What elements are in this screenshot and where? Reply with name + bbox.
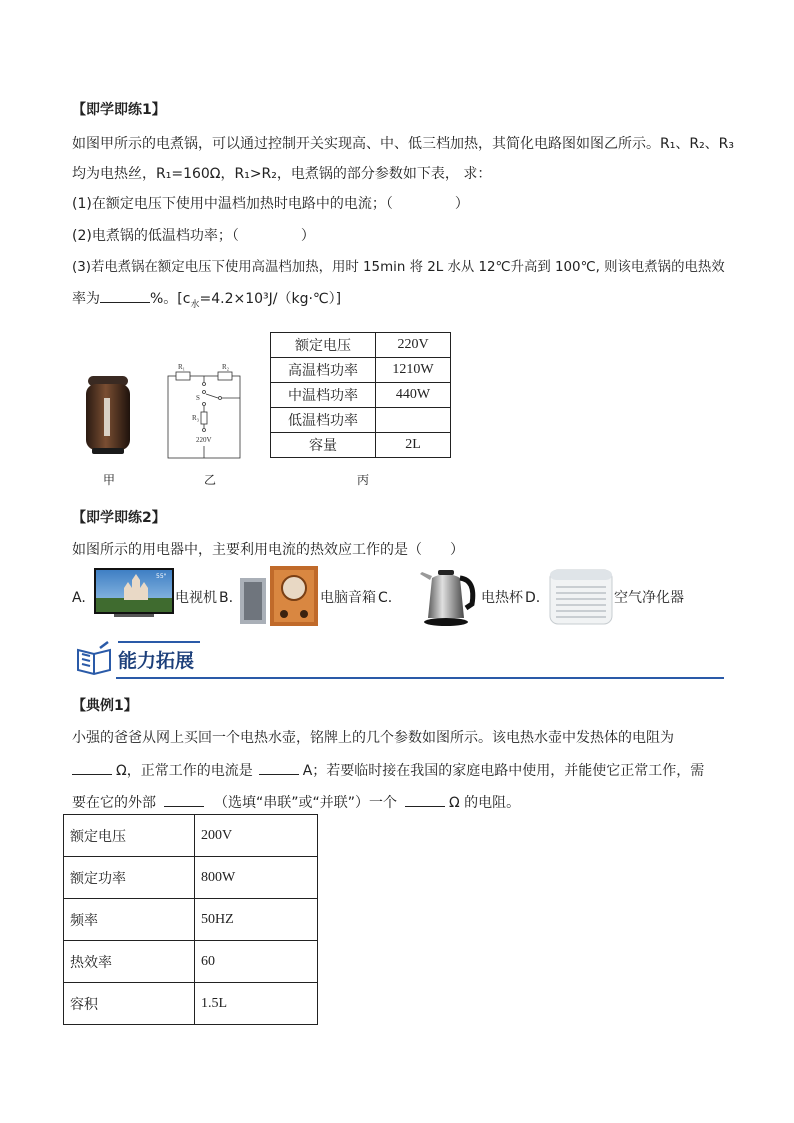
- table-cell-label: 容积: [64, 983, 195, 1025]
- ex1-question-3-line2: 率为 %。$[c_水=4.2\times 10^3J/(kg\cdot℃)]$: [72, 288, 341, 315]
- ex1-text-line2: 均为电热丝，R₁=160Ω，R₁>R₂，电煮锅的部分参数如下表， 求：: [72, 166, 492, 182]
- table-cell-label: 热效率: [64, 941, 195, 983]
- kettle-image: [416, 564, 480, 626]
- example-text-line2: Ω，正常工作的电流是 A；若要临时接在我国的家庭电路中使用，并能使它正常工作，需: [72, 760, 704, 781]
- section-top-rule: [118, 641, 200, 643]
- caption-bing: 丙: [357, 473, 370, 487]
- table-cell-value: 800W: [195, 857, 318, 899]
- option-d-label: 空气净化器: [614, 590, 684, 606]
- ex1-question-3-line1: (3)若电煮锅在额定电压下使用高温档加热，用时 15min 将 2L 水从 12℃升高到 100℃, 则该电煮锅的电热效: [72, 260, 725, 275]
- kettle-spec-table: [63, 814, 318, 1025]
- table-cell-value: [376, 408, 451, 433]
- caption-yi: 乙: [204, 473, 217, 487]
- option-a-letter: A.: [72, 590, 86, 606]
- table-cell-value: 1210W: [376, 358, 451, 383]
- answer-blank: [259, 760, 299, 775]
- table-cell-label: 高温档功率: [271, 358, 376, 383]
- answer-blank: [405, 792, 445, 807]
- section-title: 能力拓展: [118, 650, 195, 672]
- answer-blank: [100, 288, 150, 303]
- ex2-question: 如图所示的用电器中，主要利用电流的热效应工作的是（ ）: [72, 542, 464, 558]
- ex1-question-1: [72, 194, 469, 214]
- table-cell-value: 50HZ: [195, 899, 318, 941]
- ex1-heading: 【即学即练1】: [72, 102, 166, 118]
- option-b-label: 电脑音箱 C.: [320, 590, 393, 606]
- example-text-line1: 小强的爸爸从网上买回一个电热水壶，铭牌上的几个参数如图所示。该电热水壶中发热体的电阻为: [72, 730, 674, 746]
- q1-text: (1)在额定电压下使用中温档加热时电路中的电流；（: [72, 196, 393, 212]
- circuit-label-r1: R₁: [178, 363, 186, 371]
- tv-image: [94, 568, 174, 620]
- answer-blank: [164, 792, 204, 807]
- ex1-question-2: [72, 226, 315, 246]
- answer-blank: [72, 760, 112, 775]
- q2-close: ）: [300, 228, 315, 244]
- section-bottom-rule: [116, 677, 724, 679]
- circuit-label-r2: R₂: [222, 363, 230, 371]
- rice-cooker-image: [82, 374, 134, 456]
- example-heading: 【典例1】: [72, 698, 138, 714]
- ex1-parameter-table: [270, 332, 451, 458]
- caption-jia: 甲: [103, 473, 116, 487]
- table-cell-value: 220V: [376, 333, 451, 358]
- air-purifier-image: [548, 566, 614, 626]
- option-c-label: 电热杯 D.: [481, 590, 541, 606]
- circuit-label-s: S: [196, 394, 200, 402]
- table-cell-label: 中温档功率: [271, 383, 376, 408]
- circuit-diagram: [166, 362, 250, 462]
- speaker-image: [240, 566, 320, 626]
- table-cell-label: 低温档功率: [271, 408, 376, 433]
- q2-text: (2)电煮锅的低温档功率；（: [72, 228, 239, 244]
- table-cell-label: 频率: [64, 899, 195, 941]
- example-text-line3: 要在它的外部 （选填“串联”或“并联”）一个 Ω 的电阻。: [72, 792, 520, 813]
- ex1-text-line1: 如图甲所示的电煮锅，可以通过控制开关实现高、中、低三档加热，其简化电路图如图乙所示。R₁、R₂、R₃: [72, 136, 735, 152]
- table-cell-value: 2L: [376, 433, 451, 458]
- table-cell-value: 440W: [376, 383, 451, 408]
- ex2-heading: 【即学即练2】: [72, 510, 166, 526]
- table-cell-label: 额定电压: [64, 815, 195, 857]
- q1-close: ）: [454, 196, 469, 212]
- table-cell-label: 容量: [271, 433, 376, 458]
- table-cell-label: 额定功率: [64, 857, 195, 899]
- tv-size-label: 55": [156, 573, 167, 580]
- table-cell-value: 200V: [195, 815, 318, 857]
- table-cell-label: 额定电压: [271, 333, 376, 358]
- book-icon: [74, 640, 114, 676]
- table-cell-value: 1.5L: [195, 983, 318, 1025]
- circuit-label-r3: R₃: [192, 414, 200, 422]
- circuit-label-voltage: 220V: [196, 436, 212, 444]
- table-cell-value: 60: [195, 941, 318, 983]
- option-a-label: 电视机 B.: [175, 590, 234, 606]
